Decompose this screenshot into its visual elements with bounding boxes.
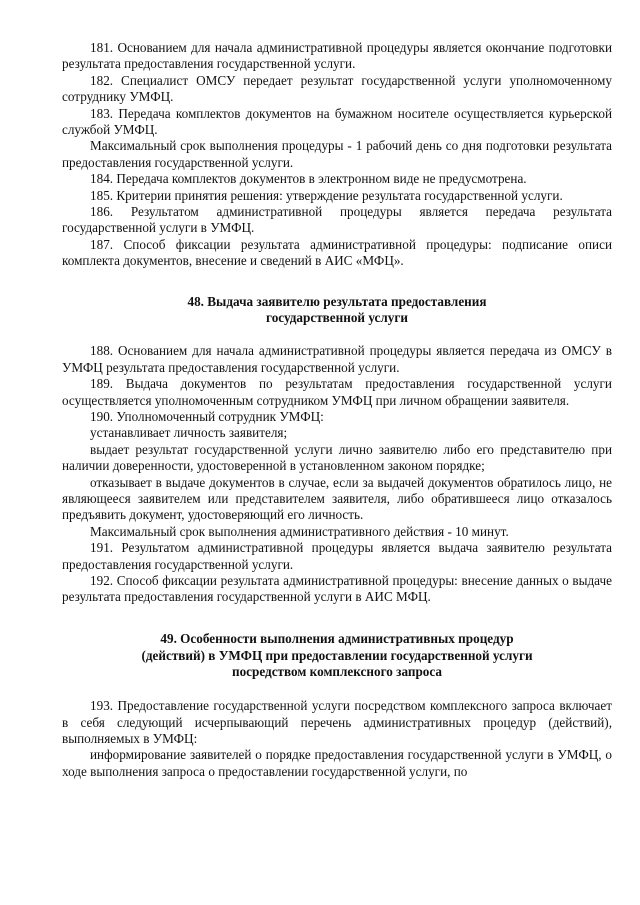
paragraph-190: 190. Уполномоченный сотрудник УМФЦ:	[90, 408, 324, 424]
paragraph-183: 183. Передача комплектов документов на бумажном носителе осуществляется курьерской службой УМФЦ.	[62, 105, 612, 138]
section-heading-49	[62, 631, 612, 681]
heading-48-line-1: 48. Выдача заявителю результата предоставления	[187, 293, 487, 309]
paragraph-191: 191. Результатом административной процедуры является выдача заявителю результата предоставления государственной услуги.	[62, 540, 612, 572]
document-page	[62, 40, 612, 780]
paragraph-186: 186. Результатом административной процедуры является передача результата государственной услуги в УМФЦ.	[62, 204, 612, 236]
paragraph-184: 184. Передача комплектов документов в электронном виде не предусмотрена.	[90, 171, 527, 187]
section-47-end	[62, 40, 612, 270]
paragraph-190-refuse: отказывает в выдаче документов в случае, если за выдачей документов обратилось лицо, не являющееся заявителем или представителем заявителя, либо обратившееся лицо отказалось предъявить документ, удостоверяющий его личность.	[62, 474, 612, 523]
paragraph-185: 185. Критерии принятия решения: утверждение результата государственной услуги.	[90, 187, 563, 203]
paragraph-max-term-2: Максимальный срок выполнения административного действия - 10 минут.	[90, 523, 509, 539]
paragraph-189: 189. Выдача документов по результатам предоставления государственной услуги осуществляется уполномоченным сотрудником УМФЦ при личном обращении заявителя.	[62, 376, 612, 408]
paragraph-187: 187. Способ фиксации результата административной процедуры: подписание описи комплекта документов, внесение и сведений в АИС «МФЦ».	[62, 236, 612, 269]
paragraph-192: 192. Способ фиксации результата административной процедуры: внесение данных о выдаче результата предоставления государственной услуги в АИС МФЦ.	[62, 572, 612, 605]
paragraph-190-issue: выдает результат государственной услуги лично заявителю либо его представителю при наличии доверенности, удостоверенной в установленном законом порядке;	[62, 441, 612, 474]
paragraph-193: 193. Предоставление государственной услуги посредством комплексного запроса включает в себя следующий исчерпывающий перечень административных процедур (действий), выполняемых в УМФЦ:	[62, 698, 612, 746]
paragraph-190-identity: устанавливает личность заявителя;	[90, 425, 288, 441]
heading-48-line-2: государственной услуги	[266, 310, 408, 326]
paragraph-182: 182. Специалист ОМСУ передает результат государственной услуги уполномоченному сотруднику УМФЦ.	[62, 72, 612, 105]
section-49-body	[62, 698, 612, 780]
paragraph-181: 181. Основанием для начала административной процедуры является окончание подготовки результата предоставления государственной услуги.	[62, 40, 612, 72]
heading-49-line-3: посредством комплексного запроса	[231, 664, 443, 680]
heading-49-line-2: (действий) в УМФЦ при предоставлении государственной услуги	[141, 647, 533, 663]
paragraph-max-term-1: Максимальный срок выполнения процедуры - 1 рабочий день со дня подготовки результата предоставления государственной услуги.	[62, 138, 612, 170]
section-48-body	[62, 343, 612, 606]
paragraph-188: 188. Основанием для начала административной процедуры является передача из ОМСУ в УМФЦ результата предоставления государственной услуги.	[62, 343, 612, 375]
section-heading-48	[62, 294, 612, 328]
heading-49-line-1: 49. Особенности выполнения административных процедур	[160, 630, 514, 646]
paragraph-193-informing: информирование заявителей о порядке предоставления государственной услуги в УМФЦ, о ходе выполнения запроса о предоставлении государственной услуги, по	[62, 747, 612, 779]
